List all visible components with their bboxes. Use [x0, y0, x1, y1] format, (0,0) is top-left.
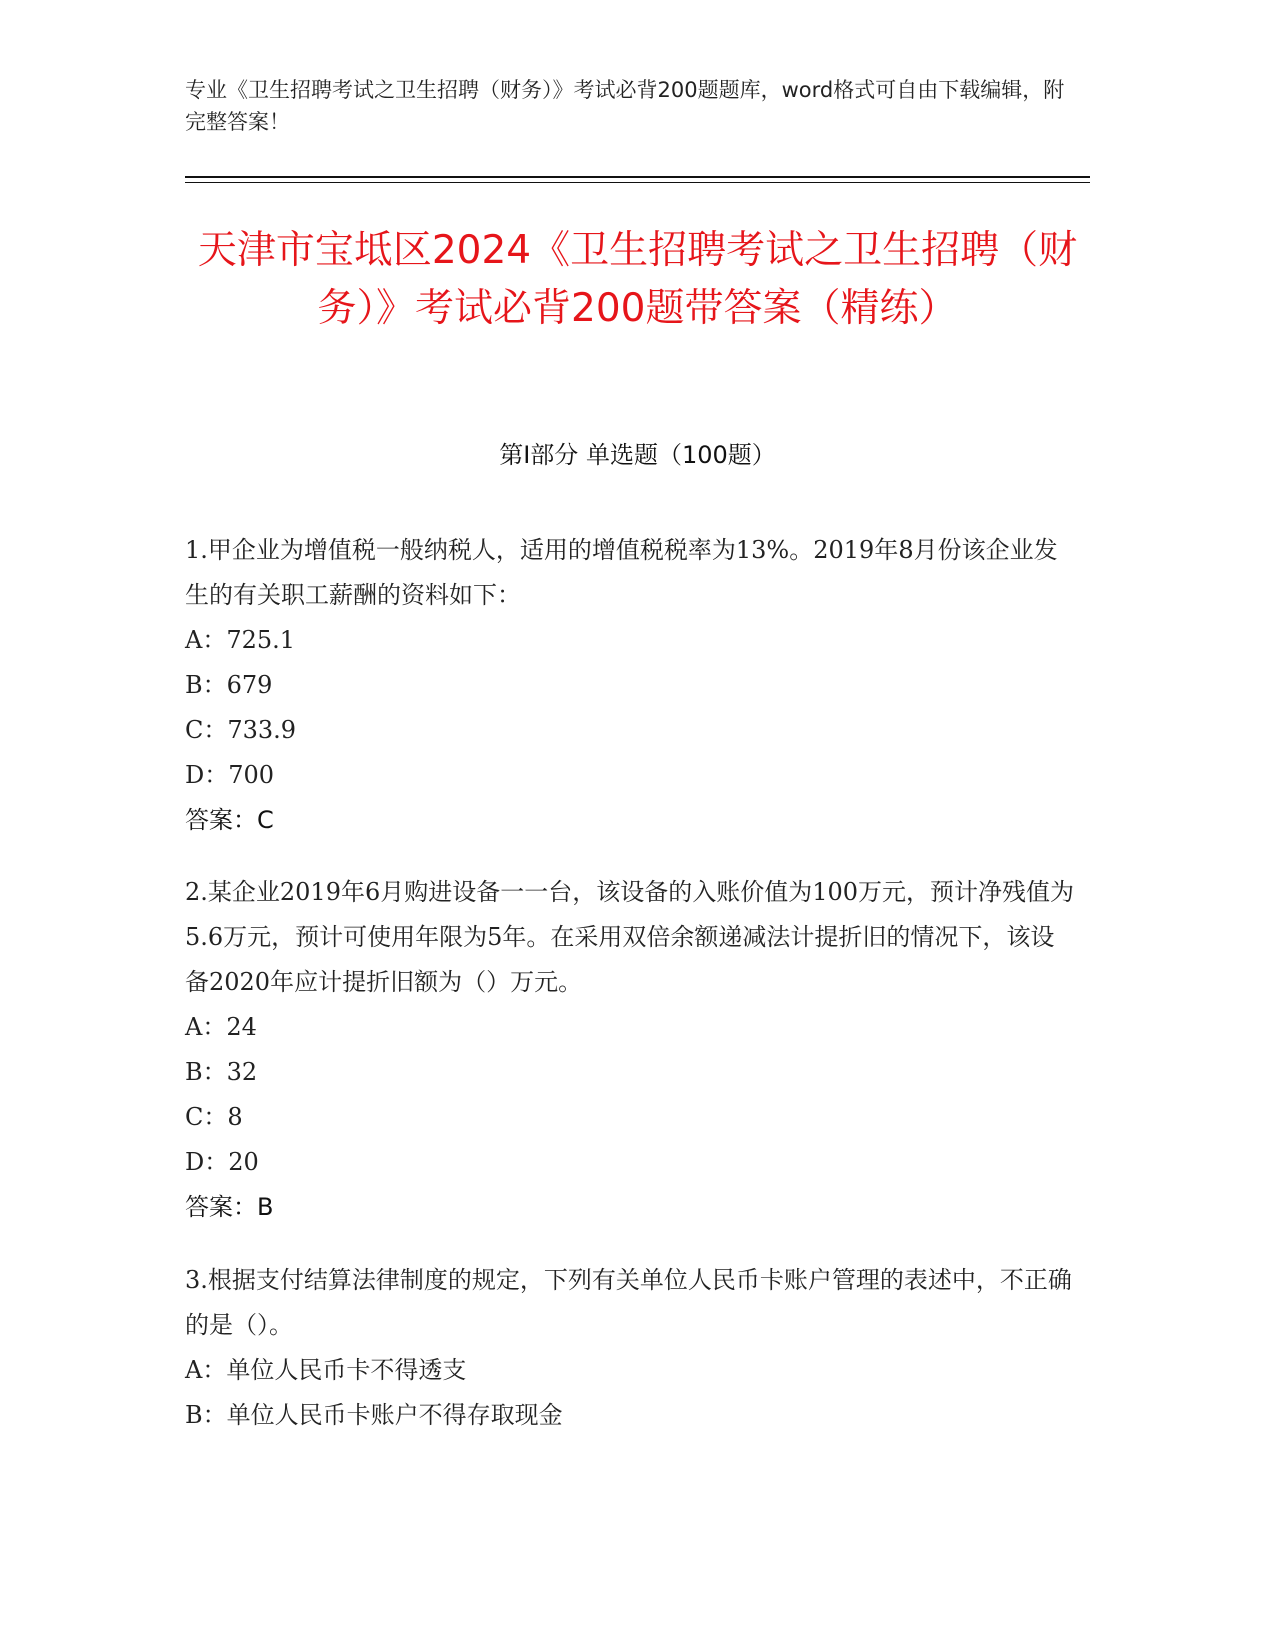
option-c: C：8 [185, 1103, 243, 1131]
option-a: A：725.1 [185, 626, 296, 654]
option-a: A：单位人民币卡不得透支 [185, 1356, 467, 1384]
section-heading: 第I部分 单选题（100题） [499, 441, 776, 469]
answer-line: 答案：C [185, 806, 274, 834]
option-d: D：20 [185, 1148, 259, 1176]
answer-line: 答案：B [185, 1193, 274, 1221]
question-2 [185, 870, 1075, 1230]
option-b: B：单位人民币卡账户不得存取现金 [185, 1401, 563, 1429]
option-b: B：679 [185, 671, 273, 699]
question-stem: 1.甲企业为增值税一般纳税人，适用的增值税税率为13%。2019年8月份该企业发生的有关职工薪酬的资料如下： [185, 536, 1058, 609]
option-b: B：32 [185, 1058, 258, 1086]
header-note: 专业《卫生招聘考试之卫生招聘（财务）》考试必背200题题库，word格式可自由下载编辑，附完整答案！ [185, 78, 1065, 134]
option-a: A：24 [185, 1013, 257, 1041]
option-d: D：700 [185, 761, 275, 789]
question-stem: 2.某企业2019年6月购进设备一一台，该设备的入账价值为100万元，预计净残值为5.6万元，预计可使用年限为5年。在采用双倍余额递减法计提折旧的情况下，该设备2020年应计提折旧额为（）万元。 [185, 878, 1075, 996]
option-c: C：733.9 [185, 716, 297, 744]
question-stem: 3.根据支付结算法律制度的规定，下列有关单位人民币卡账户管理的表述中，不正确的是（）。 [185, 1266, 1072, 1339]
header-divider-thick [185, 176, 1090, 178]
document-title: 天津市宝坻区2024《卫生招聘考试之卫生招聘（财务）》考试必背200题带答案（精练） [197, 228, 1078, 331]
header-divider-thin [185, 182, 1090, 183]
question-3 [185, 1258, 1075, 1438]
question-1 [185, 528, 1075, 843]
